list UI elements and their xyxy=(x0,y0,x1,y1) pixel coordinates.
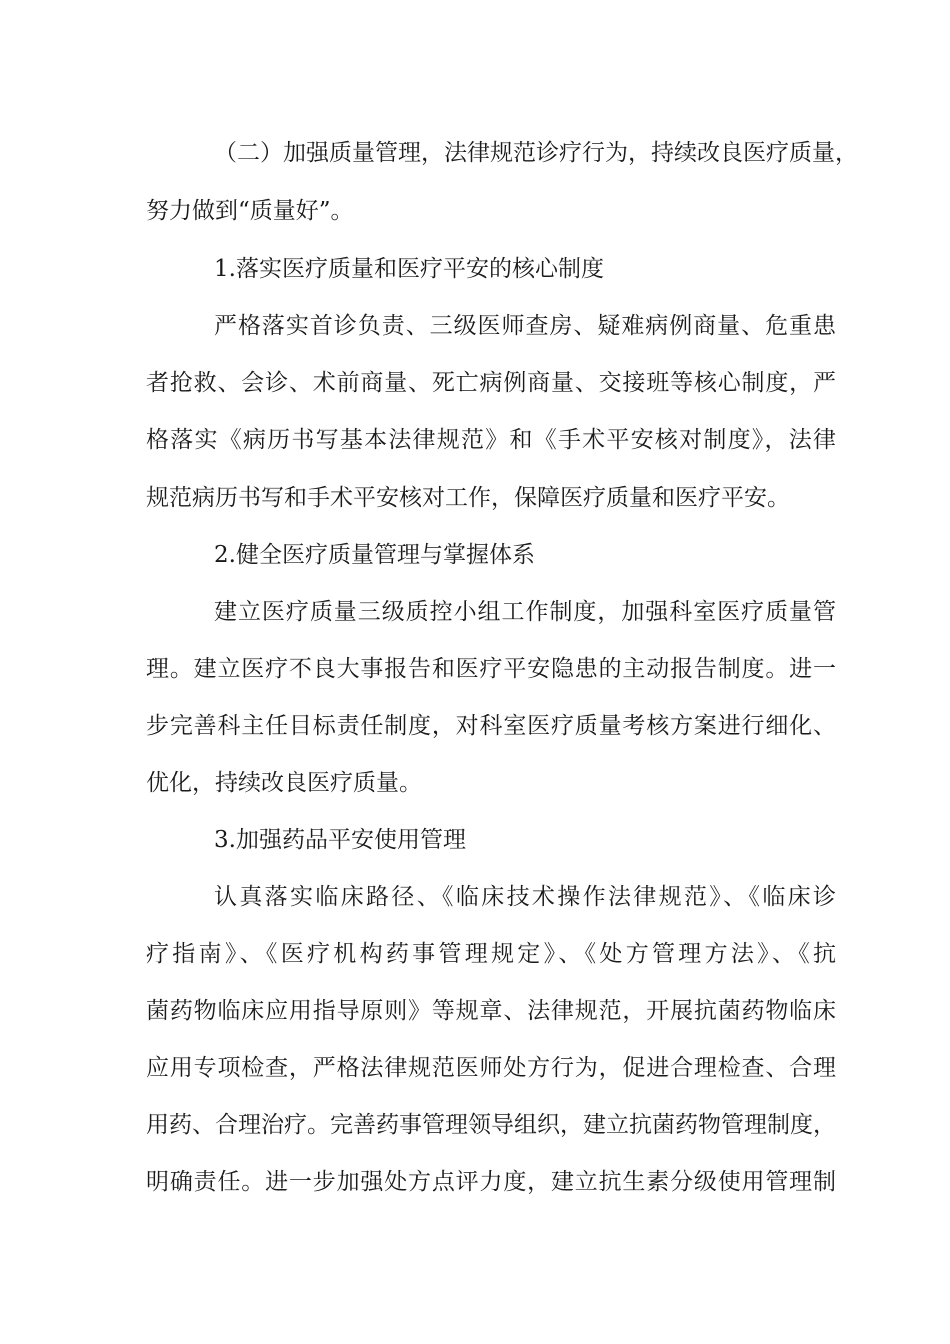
paragraph-3-line-3: 菌药物临床应用指导原则》等规章、法律规范，开展抗菌药物临床 xyxy=(146,998,836,1024)
paragraph-2-line-4: 优化，持续改良医疗质量。 xyxy=(146,770,422,796)
subheading-1: 1.落实医疗质量和医疗平安的核心制度 xyxy=(214,256,604,282)
paragraph-1-line-2: 者抢救、会诊、术前商量、死亡病例商量、交接班等核心制度，严 xyxy=(146,370,836,396)
paragraph-3-line-1: 认真落实临床路径、《临床技术操作法律规范》、《临床诊 xyxy=(214,884,836,910)
paragraph-1-line-1: 严格落实首诊负责、三级医师查房、疑难病例商量、危重患 xyxy=(214,313,836,339)
paragraph-1-line-3: 格落实《病历书写基本法律规范》和《手术平安核对制度》，法律 xyxy=(146,427,836,453)
paragraph-3-line-2: 疗指南》、《医疗机构药事管理规定》、《处方管理方法》、《抗 xyxy=(146,941,836,967)
section-heading-line-1: （二）加强质量管理，法律规范诊疗行为，持续改良医疗质量， xyxy=(214,140,858,166)
paragraph-3-line-4: 应用专项检查，严格法律规范医师处方行为，促进合理检查、合理 xyxy=(146,1055,836,1081)
paragraph-2-line-2: 理。建立医疗不良大事报告和医疗平安隐患的主动报告制度。进一 xyxy=(146,656,836,682)
paragraph-1-line-4: 规范病历书写和手术平安核对工作，保障医疗质量和医疗平安。 xyxy=(146,485,790,511)
paragraph-2-line-3: 步完善科主任目标责任制度，对科室医疗质量考核方案进行细化、 xyxy=(146,713,836,739)
paragraph-3-line-6: 明确责任。进一步加强处方点评力度，建立抗生素分级使用管理制 xyxy=(146,1169,836,1195)
section-heading-line-2: 努力做到“质量好”。 xyxy=(146,198,354,224)
paragraph-2-line-1: 建立医疗质量三级质控小组工作制度，加强科室医疗质量管 xyxy=(214,599,836,625)
subheading-3: 3.加强药品平安使用管理 xyxy=(214,827,466,853)
subheading-2: 2.健全医疗质量管理与掌握体系 xyxy=(214,542,535,568)
paragraph-3-line-5: 用药、合理治疗。完善药事管理领导组织，建立抗菌药物管理制度， xyxy=(146,1112,836,1138)
